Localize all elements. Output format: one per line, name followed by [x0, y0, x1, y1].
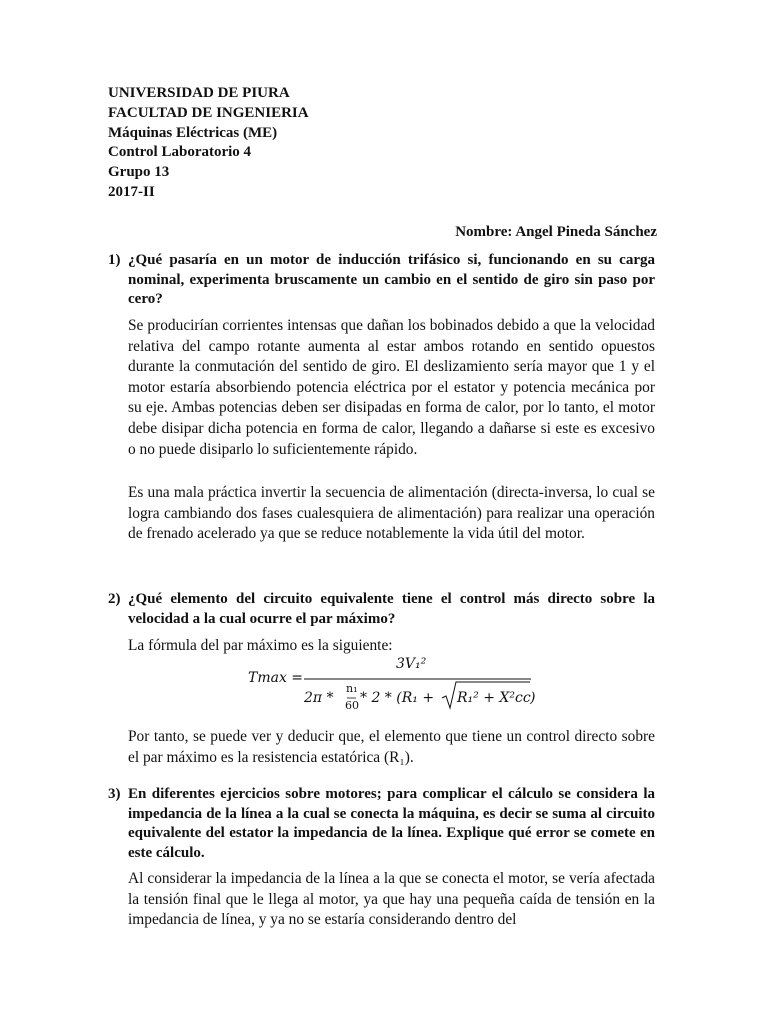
q1-answer-paragraph-2: Es una mala práctica invertir la secuencia de alimentación (directa-inversa, lo cual se logra cambiando dos fases cualesquiera de alimentación) para realizar una operación de frenado acelerado ya que se reduce notablemente la vida útil del motor. [128, 484, 655, 543]
q3-answer-paragraph-1: Al considerar la impedancia de la línea a la que se conecta el motor, se vería afectada la tensión final que le llega al motor, ya que hay una pequeña caída de tensión en la impedancia de línea, y ya no se estaría considerando dentro del [128, 870, 655, 929]
formula-n1: n₁ [346, 682, 358, 695]
q2-answer-intro: La fórmula del par máximo es la siguiente: [128, 637, 393, 654]
control-title: Control Laboratorio 4 [108, 144, 252, 161]
group-number: Grupo 13 [108, 164, 170, 181]
question-number: 1) [108, 252, 121, 268]
q1-answer-paragraph-1: Se producirían corrientes intensas que dañan los bobinados debido a que la velocidad relativa del campo rotante aumenta al estar ambos rotando en sentido opuestos durante la conmutación del sentido de giro. El deslizamiento sería mayor que 1 y el motor estaría absorbiendo potencia eléctrica por el estator y potencia mecánica por su eje. Ambas potencias deben ser disipadas en forma de calor, por lo tanto, el motor debe disipar dicha potencia en forma de calor, llegando a dañarse si este es excesivo o no puede disiparlo lo suficientemente rápido. [128, 317, 655, 458]
term: 2017-II [108, 183, 155, 200]
formula-lhs: Tmax = [248, 670, 304, 686]
question-number: 3) [108, 786, 121, 802]
formula-radicand: R₁² + X²cc [457, 690, 531, 706]
q2-answer-conclusion: Por tanto, se puede ver y deducir que, el elemento que tiene un control directo sobre el par máximo es la resistencia estatórica (R₁). [128, 728, 655, 766]
formula-close: ) [530, 690, 536, 706]
question-text: En diferentes ejercicios sobre motores; para complicar el cálculo se considera la impedancia de la línea a la cual se conecta la máquina, es decir se suma al circuito equivalente del estator la impedancia de la línea. Explique qué error se comete en este cálculo. [128, 786, 655, 861]
formula-denominator-left: 2π * [304, 690, 334, 706]
formula-sixty: 60 [345, 699, 359, 712]
question-1 [108, 251, 655, 310]
question-text: ¿Qué elemento del circuito equivalente tiene el control más directo sobre la velocidad a la cual ocurre el par máximo? [128, 591, 655, 627]
student-name: Nombre: Angel Pineda Sánchez [455, 224, 657, 240]
formula-denominator-right: * 2 * (R₁ + [360, 690, 435, 706]
university-name: UNIVERSIDAD DE PIURA [108, 85, 290, 101]
question-2 [108, 590, 655, 629]
formula-numerator: 3V₁² [396, 656, 427, 672]
max-torque-formula [238, 654, 538, 714]
document-header [108, 84, 309, 203]
question-3 [108, 785, 655, 863]
faculty-name: FACULTAD DE INGENIERIA [108, 104, 309, 121]
question-text: ¿Qué pasaría en un motor de inducción trifásico si, funcionando en su carga nominal, experimenta bruscamente un cambio en el sentido de giro sin paso por cero? [128, 252, 655, 307]
question-number: 2) [108, 591, 121, 607]
course-name: Máquinas Eléctricas (ME) [108, 124, 278, 141]
